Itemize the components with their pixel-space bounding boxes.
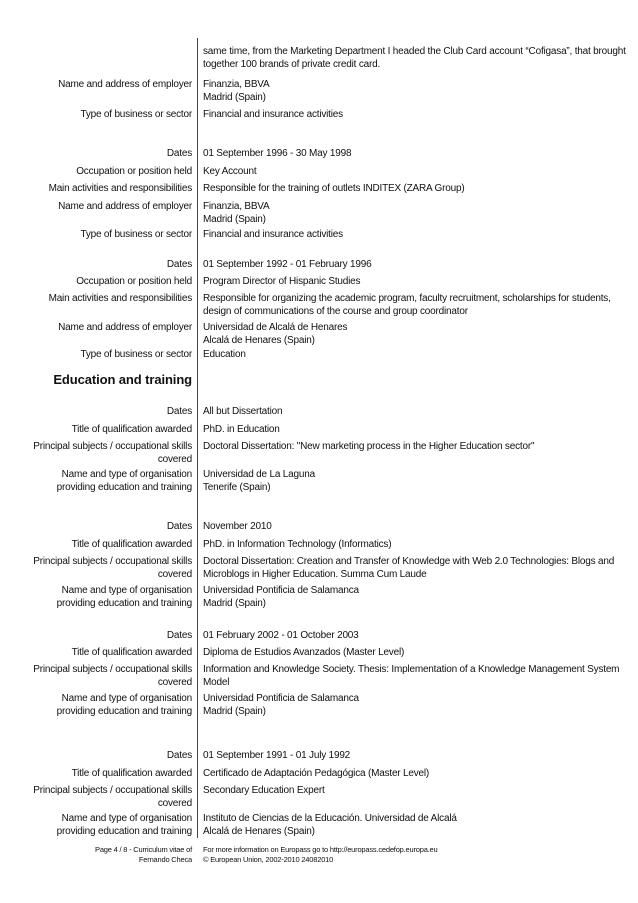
row-value bbox=[203, 45, 626, 71]
row-label bbox=[2, 78, 192, 91]
row-value bbox=[203, 646, 608, 659]
row-label-line: Name and address of employer bbox=[58, 201, 192, 212]
row-value-line: 01 September 1996 - 30 May 1998 bbox=[203, 148, 352, 159]
row-value bbox=[203, 692, 608, 718]
row-value-line: 01 September 1991 - 01 July 1992 bbox=[203, 750, 351, 761]
row-value bbox=[203, 520, 608, 533]
row-value-line: Madrid (Spain) bbox=[203, 92, 266, 103]
row-label-line: Dates bbox=[166, 259, 192, 270]
row-label-line: providing education and training bbox=[56, 598, 192, 609]
row-value bbox=[203, 348, 608, 361]
row-label-line: Principal subjects / occupational skills bbox=[33, 785, 192, 796]
row-value-line: Financial and insurance activities bbox=[203, 109, 343, 120]
row-label-line: covered bbox=[157, 454, 192, 465]
row-value-line: Responsible for organizing the academic program, faculty recruitment, scholarships for students, bbox=[203, 293, 611, 304]
row-value-line: All but Dissertation bbox=[203, 406, 283, 417]
row-label bbox=[2, 520, 192, 533]
row-value bbox=[203, 275, 608, 288]
row-value bbox=[203, 78, 608, 104]
row-label bbox=[2, 258, 192, 271]
row-value bbox=[203, 812, 608, 838]
row-value-line: Madrid (Spain) bbox=[203, 214, 266, 225]
row-label bbox=[2, 629, 192, 642]
row-value-line: same time, from the Marketing Department I headed the Club Card account “Cofigasa”, that brought bbox=[203, 46, 626, 57]
row-value-line: Universidad de Alcalá de Henares bbox=[203, 322, 348, 333]
row-value-line: Information and Knowledge Society. Thesis: Implementation of a Knowledge Management System bbox=[203, 664, 620, 675]
row-label bbox=[2, 165, 192, 178]
row-value-line: Finanzia, BBVA bbox=[203, 201, 270, 212]
row-value bbox=[203, 440, 608, 453]
row-label-line: Principal subjects / occupational skills bbox=[33, 664, 192, 675]
row-value-line: Doctoral Dissertation: "New marketing process in the Higher Education sector" bbox=[203, 441, 535, 452]
row-label-line: Name and type of organisation bbox=[61, 585, 192, 596]
row-value-line: Microblogs in Higher Education. Summa Cum Laude bbox=[203, 569, 427, 580]
row-label-line: providing education and training bbox=[56, 826, 192, 837]
row-label-line: Title of qualification awarded bbox=[71, 647, 192, 658]
row-value-line: design of communications of the course and group coordinator bbox=[203, 306, 468, 317]
row-label-line: Main activities and responsibilities bbox=[48, 183, 192, 194]
row-value-line: Diploma de Estudios Avanzados (Master Level) bbox=[203, 647, 405, 658]
row-label bbox=[2, 292, 192, 305]
row-label-line: Title of qualification awarded bbox=[71, 539, 192, 550]
row-label bbox=[2, 663, 192, 689]
row-label-line: covered bbox=[157, 569, 192, 580]
row-value-line: Secondary Education Expert bbox=[203, 785, 325, 796]
row-value bbox=[203, 200, 608, 226]
row-label-line: Name and address of employer bbox=[58, 322, 192, 333]
row-value bbox=[203, 629, 608, 642]
row-label bbox=[2, 538, 192, 551]
row-label bbox=[2, 228, 192, 241]
row-value bbox=[203, 321, 608, 347]
row-label bbox=[2, 275, 192, 288]
row-label-line: Title of qualification awarded bbox=[71, 768, 192, 779]
row-value bbox=[203, 749, 608, 762]
footer-right-line: © European Union, 2002-2010 24082010 bbox=[203, 855, 334, 864]
row-value-line: PhD. in Information Technology (Informatics) bbox=[203, 539, 392, 550]
row-value bbox=[203, 165, 608, 178]
row-label bbox=[2, 692, 192, 718]
row-value-line: Universidad Pontificia de Salamanca bbox=[203, 585, 359, 596]
row-label bbox=[2, 440, 192, 466]
row-label-line: Principal subjects / occupational skills bbox=[33, 556, 192, 567]
row-label-line: Principal subjects / occupational skills bbox=[33, 441, 192, 452]
row-label bbox=[2, 555, 192, 581]
row-value bbox=[203, 767, 608, 780]
row-label-line: Name and type of organisation bbox=[61, 693, 192, 704]
row-value bbox=[203, 538, 608, 551]
row-label-line: Type of business or sector bbox=[80, 109, 192, 120]
row-value-line: Universidad de La Laguna bbox=[203, 469, 315, 480]
row-value-line: Tenerife (Spain) bbox=[203, 482, 271, 493]
row-label-line: covered bbox=[157, 677, 192, 688]
row-value-line: Alcalá de Henares (Spain) bbox=[203, 826, 315, 837]
row-value-line: PhD. in Education bbox=[203, 424, 280, 435]
section-heading-education: Education and training bbox=[53, 372, 192, 387]
row-label bbox=[2, 468, 192, 494]
row-label bbox=[2, 749, 192, 762]
footer-right-line: For more information on Europass go to http://europass.cedefop.europa.eu bbox=[203, 845, 438, 854]
row-value bbox=[203, 182, 608, 195]
row-value bbox=[203, 468, 608, 494]
row-value bbox=[203, 584, 608, 610]
row-value bbox=[203, 405, 608, 418]
row-label bbox=[2, 405, 192, 418]
row-label-line: Dates bbox=[166, 148, 192, 159]
row-value-line: Doctoral Dissertation: Creation and Transfer of Knowledge with Web 2.0 Technologies: Blogs and bbox=[203, 556, 615, 567]
row-label-line: providing education and training bbox=[56, 706, 192, 717]
row-label-line: Occupation or position held bbox=[76, 166, 192, 177]
row-value bbox=[203, 147, 608, 160]
row-value-line: Madrid (Spain) bbox=[203, 598, 266, 609]
row-value bbox=[203, 555, 615, 581]
row-label-line: Type of business or sector bbox=[80, 349, 192, 360]
row-label-line: Occupation or position held bbox=[76, 276, 192, 287]
row-label-line: Dates bbox=[166, 750, 192, 761]
row-label-line: Name and type of organisation bbox=[61, 469, 192, 480]
row-value-line: Certificado de Adaptación Pedagógica (Master Level) bbox=[203, 768, 430, 779]
row-value bbox=[203, 423, 608, 436]
row-label bbox=[2, 767, 192, 780]
row-label-line: Type of business or sector bbox=[80, 229, 192, 240]
row-value-line: Finanzia, BBVA bbox=[203, 79, 270, 90]
footer-left-line: Page 4 / 8 - Curriculum vitae of bbox=[95, 845, 192, 854]
column-divider bbox=[197, 38, 198, 838]
row-value-line: Education bbox=[203, 349, 246, 360]
row-value-line: 01 February 2002 - 01 October 2003 bbox=[203, 630, 359, 641]
row-value bbox=[203, 108, 608, 121]
row-label-line: Name and address of employer bbox=[58, 79, 192, 90]
row-label-line: Main activities and responsibilities bbox=[48, 293, 192, 304]
row-label-line: Dates bbox=[166, 630, 192, 641]
row-label bbox=[2, 147, 192, 160]
row-value-line: Model bbox=[203, 677, 230, 688]
row-value bbox=[203, 228, 608, 241]
row-value-line: together 100 brands of private credit card. bbox=[203, 59, 381, 70]
row-label-line: Name and type of organisation bbox=[61, 813, 192, 824]
row-label bbox=[2, 321, 192, 334]
row-label bbox=[2, 348, 192, 361]
row-label bbox=[2, 784, 192, 810]
row-value-line: Program Director of Hispanic Studies bbox=[203, 276, 361, 287]
footer-page-info bbox=[95, 845, 192, 865]
row-value-line: Key Account bbox=[203, 166, 257, 177]
row-label-line: Dates bbox=[166, 521, 192, 532]
row-value bbox=[203, 258, 608, 271]
row-label bbox=[2, 182, 192, 195]
row-label bbox=[2, 812, 192, 838]
row-value-line: 01 September 1992 - 01 February 1996 bbox=[203, 259, 372, 270]
footer-left-line: Fernando Checa bbox=[138, 855, 192, 864]
row-label-line: Dates bbox=[166, 406, 192, 417]
footer-europass-info bbox=[203, 845, 438, 865]
row-value-line: Alcalá de Henares (Spain) bbox=[203, 335, 315, 346]
row-label bbox=[2, 423, 192, 436]
row-value-line: Instituto de Ciencias de la Educación. Universidad de Alcalá bbox=[203, 813, 457, 824]
row-label bbox=[2, 584, 192, 610]
row-label bbox=[2, 108, 192, 121]
row-label bbox=[2, 646, 192, 659]
row-value-line: Madrid (Spain) bbox=[203, 706, 266, 717]
row-label-line: covered bbox=[157, 798, 192, 809]
row-value bbox=[203, 292, 611, 318]
row-label-line: Title of qualification awarded bbox=[71, 424, 192, 435]
row-label bbox=[2, 200, 192, 213]
row-label-line: providing education and training bbox=[56, 482, 192, 493]
row-value-line: Responsible for the training of outlets INDITEX (ZARA Group) bbox=[203, 183, 465, 194]
row-value-line: Universidad Pontificia de Salamanca bbox=[203, 693, 359, 704]
row-value-line: Financial and insurance activities bbox=[203, 229, 343, 240]
row-value-line: November 2010 bbox=[203, 521, 272, 532]
row-value bbox=[203, 663, 620, 689]
row-value bbox=[203, 784, 608, 797]
